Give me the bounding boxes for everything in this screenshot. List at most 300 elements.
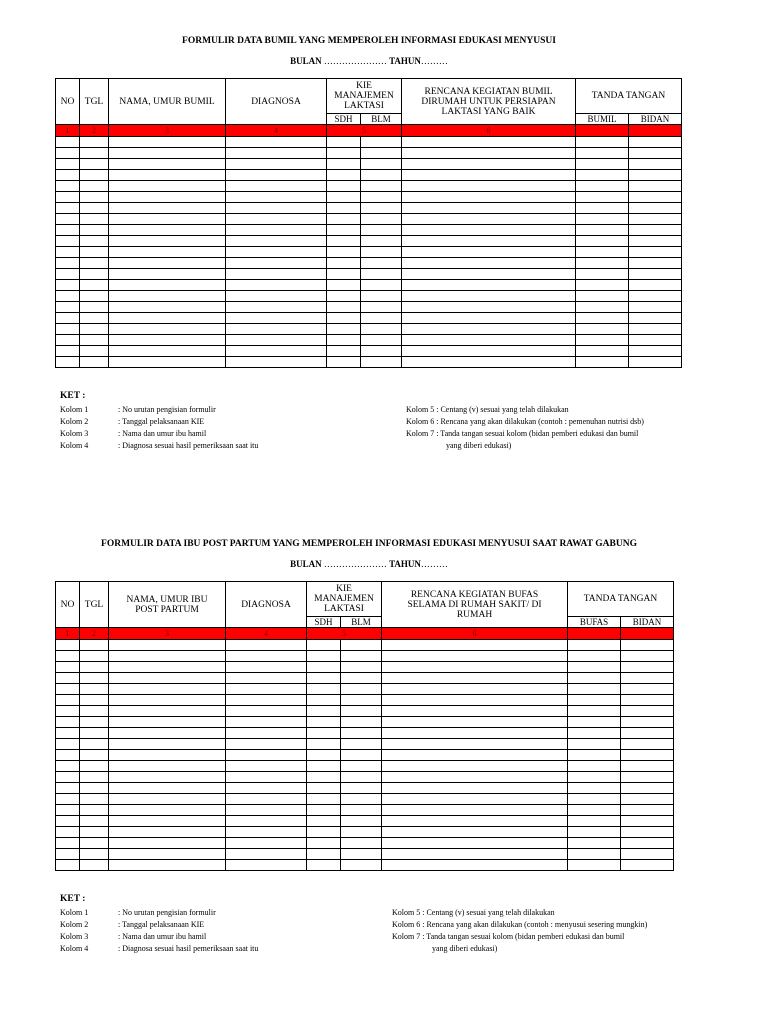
table-cell[interactable] bbox=[621, 805, 674, 816]
table-cell[interactable] bbox=[327, 170, 361, 181]
table-cell[interactable] bbox=[80, 236, 109, 247]
table-cell[interactable] bbox=[382, 728, 568, 739]
table-cell[interactable] bbox=[226, 783, 307, 794]
table-cell[interactable] bbox=[109, 662, 226, 673]
table-cell[interactable] bbox=[576, 313, 629, 324]
table-cell[interactable] bbox=[568, 651, 621, 662]
table-cell[interactable] bbox=[80, 860, 109, 871]
table-cell[interactable] bbox=[109, 280, 226, 291]
table-cell[interactable] bbox=[109, 816, 226, 827]
table-cell[interactable] bbox=[629, 313, 682, 324]
table-cell[interactable] bbox=[621, 794, 674, 805]
table-cell[interactable] bbox=[629, 170, 682, 181]
table-cell[interactable] bbox=[382, 772, 568, 783]
table-cell[interactable] bbox=[382, 794, 568, 805]
table-cell[interactable] bbox=[56, 827, 80, 838]
table-cell[interactable] bbox=[109, 236, 226, 247]
table-cell[interactable] bbox=[568, 849, 621, 860]
table-cell[interactable] bbox=[226, 717, 307, 728]
table-cell[interactable] bbox=[327, 258, 361, 269]
table-cell[interactable] bbox=[226, 750, 307, 761]
table-cell[interactable] bbox=[341, 728, 382, 739]
table-cell[interactable] bbox=[621, 838, 674, 849]
table-cell[interactable] bbox=[382, 706, 568, 717]
table-cell[interactable] bbox=[56, 258, 80, 269]
table-cell[interactable] bbox=[382, 651, 568, 662]
table-cell[interactable] bbox=[621, 783, 674, 794]
table-cell[interactable] bbox=[226, 684, 307, 695]
table-cell[interactable] bbox=[568, 640, 621, 651]
table-cell[interactable] bbox=[109, 192, 226, 203]
table-cell[interactable] bbox=[621, 728, 674, 739]
table-cell[interactable] bbox=[568, 739, 621, 750]
table-cell[interactable] bbox=[109, 849, 226, 860]
table-cell[interactable] bbox=[341, 717, 382, 728]
table-cell[interactable] bbox=[568, 783, 621, 794]
table-cell[interactable] bbox=[226, 772, 307, 783]
table-cell[interactable] bbox=[402, 214, 576, 225]
table-cell[interactable] bbox=[382, 673, 568, 684]
table-cell[interactable] bbox=[568, 816, 621, 827]
table-cell[interactable] bbox=[56, 816, 80, 827]
table-cell[interactable] bbox=[307, 816, 341, 827]
table-cell[interactable] bbox=[621, 816, 674, 827]
table-cell[interactable] bbox=[109, 728, 226, 739]
table-cell[interactable] bbox=[402, 192, 576, 203]
table-cell[interactable] bbox=[56, 849, 80, 860]
table-cell[interactable] bbox=[382, 805, 568, 816]
table-cell[interactable] bbox=[226, 728, 307, 739]
table-cell[interactable] bbox=[327, 225, 361, 236]
table-cell[interactable] bbox=[307, 860, 341, 871]
table-cell[interactable] bbox=[629, 236, 682, 247]
table-cell[interactable] bbox=[109, 794, 226, 805]
tahun-field[interactable]: ……… bbox=[420, 56, 448, 66]
table-cell[interactable] bbox=[226, 739, 307, 750]
table-cell[interactable] bbox=[226, 247, 327, 258]
table-cell[interactable] bbox=[361, 269, 402, 280]
table-cell[interactable] bbox=[402, 137, 576, 148]
table-cell[interactable] bbox=[226, 225, 327, 236]
table-cell[interactable] bbox=[361, 203, 402, 214]
table-cell[interactable] bbox=[576, 269, 629, 280]
table-cell[interactable] bbox=[307, 640, 341, 651]
table-cell[interactable] bbox=[621, 662, 674, 673]
table-cell[interactable] bbox=[80, 214, 109, 225]
table-cell[interactable] bbox=[226, 816, 307, 827]
table-cell[interactable] bbox=[226, 805, 307, 816]
table-cell[interactable] bbox=[621, 717, 674, 728]
table-cell[interactable] bbox=[226, 324, 327, 335]
table-cell[interactable] bbox=[621, 739, 674, 750]
table-cell[interactable] bbox=[568, 717, 621, 728]
table-cell[interactable] bbox=[576, 324, 629, 335]
table-cell[interactable] bbox=[327, 148, 361, 159]
table-cell[interactable] bbox=[226, 313, 327, 324]
table-cell[interactable] bbox=[226, 170, 327, 181]
table-cell[interactable] bbox=[576, 170, 629, 181]
table-cell[interactable] bbox=[568, 684, 621, 695]
table-cell[interactable] bbox=[402, 236, 576, 247]
table-cell[interactable] bbox=[226, 192, 327, 203]
table-cell[interactable] bbox=[327, 280, 361, 291]
table-cell[interactable] bbox=[56, 805, 80, 816]
table-cell[interactable] bbox=[327, 269, 361, 280]
table-cell[interactable] bbox=[327, 159, 361, 170]
table-cell[interactable] bbox=[109, 695, 226, 706]
table-cell[interactable] bbox=[576, 247, 629, 258]
table-cell[interactable] bbox=[226, 137, 327, 148]
table-cell[interactable] bbox=[109, 225, 226, 236]
table-cell[interactable] bbox=[226, 269, 327, 280]
table-cell[interactable] bbox=[80, 838, 109, 849]
table-cell[interactable] bbox=[341, 794, 382, 805]
table-cell[interactable] bbox=[80, 258, 109, 269]
table-cell[interactable] bbox=[382, 717, 568, 728]
table-cell[interactable] bbox=[109, 827, 226, 838]
table-cell[interactable] bbox=[327, 247, 361, 258]
table-cell[interactable] bbox=[56, 324, 80, 335]
table-cell[interactable] bbox=[341, 827, 382, 838]
table-cell[interactable] bbox=[361, 280, 402, 291]
table-cell[interactable] bbox=[307, 750, 341, 761]
table-cell[interactable] bbox=[361, 137, 402, 148]
table-cell[interactable] bbox=[80, 728, 109, 739]
table-cell[interactable] bbox=[56, 651, 80, 662]
table-cell[interactable] bbox=[402, 269, 576, 280]
table-cell[interactable] bbox=[341, 684, 382, 695]
table-cell[interactable] bbox=[402, 313, 576, 324]
table-cell[interactable] bbox=[56, 159, 80, 170]
table-cell[interactable] bbox=[56, 269, 80, 280]
table-cell[interactable] bbox=[568, 673, 621, 684]
table-cell[interactable] bbox=[56, 214, 80, 225]
table-cell[interactable] bbox=[361, 335, 402, 346]
table-cell[interactable] bbox=[56, 203, 80, 214]
table-cell[interactable] bbox=[307, 761, 341, 772]
table-cell[interactable] bbox=[56, 236, 80, 247]
table-cell[interactable] bbox=[341, 695, 382, 706]
table-cell[interactable] bbox=[568, 827, 621, 838]
table-cell[interactable] bbox=[226, 214, 327, 225]
table-cell[interactable] bbox=[361, 159, 402, 170]
table-cell[interactable] bbox=[568, 662, 621, 673]
table-cell[interactable] bbox=[568, 750, 621, 761]
table-cell[interactable] bbox=[402, 291, 576, 302]
table-cell[interactable] bbox=[576, 137, 629, 148]
table-cell[interactable] bbox=[307, 717, 341, 728]
table-cell[interactable] bbox=[56, 728, 80, 739]
table-cell[interactable] bbox=[80, 280, 109, 291]
table-cell[interactable] bbox=[382, 860, 568, 871]
table-cell[interactable] bbox=[109, 750, 226, 761]
table-cell[interactable] bbox=[621, 860, 674, 871]
table-cell[interactable] bbox=[56, 357, 80, 368]
table-cell[interactable] bbox=[80, 181, 109, 192]
table-cell[interactable] bbox=[621, 827, 674, 838]
table-cell[interactable] bbox=[226, 346, 327, 357]
table-cell[interactable] bbox=[109, 148, 226, 159]
table-cell[interactable] bbox=[80, 805, 109, 816]
table-cell[interactable] bbox=[621, 673, 674, 684]
table-cell[interactable] bbox=[402, 203, 576, 214]
table-cell[interactable] bbox=[80, 684, 109, 695]
table-cell[interactable] bbox=[576, 280, 629, 291]
table-cell[interactable] bbox=[341, 816, 382, 827]
table-cell[interactable] bbox=[382, 739, 568, 750]
table-cell[interactable] bbox=[341, 640, 382, 651]
table-cell[interactable] bbox=[361, 192, 402, 203]
table-cell[interactable] bbox=[307, 673, 341, 684]
table-cell[interactable] bbox=[56, 302, 80, 313]
table-cell[interactable] bbox=[226, 849, 307, 860]
table-cell[interactable] bbox=[109, 181, 226, 192]
table-cell[interactable] bbox=[402, 357, 576, 368]
table-cell[interactable] bbox=[56, 192, 80, 203]
table-cell[interactable] bbox=[56, 247, 80, 258]
table-cell[interactable] bbox=[226, 860, 307, 871]
table-cell[interactable] bbox=[56, 662, 80, 673]
table-cell[interactable] bbox=[109, 214, 226, 225]
table-cell[interactable] bbox=[226, 695, 307, 706]
table-cell[interactable] bbox=[576, 148, 629, 159]
table-cell[interactable] bbox=[621, 695, 674, 706]
table-cell[interactable] bbox=[568, 728, 621, 739]
table-cell[interactable] bbox=[109, 258, 226, 269]
table-cell[interactable] bbox=[307, 794, 341, 805]
table-cell[interactable] bbox=[382, 761, 568, 772]
table-cell[interactable] bbox=[629, 357, 682, 368]
table-cell[interactable] bbox=[341, 772, 382, 783]
table-cell[interactable] bbox=[568, 794, 621, 805]
table-cell[interactable] bbox=[226, 761, 307, 772]
table-cell[interactable] bbox=[341, 673, 382, 684]
table-cell[interactable] bbox=[307, 849, 341, 860]
table-cell[interactable] bbox=[109, 772, 226, 783]
table-cell[interactable] bbox=[307, 739, 341, 750]
table-cell[interactable] bbox=[576, 291, 629, 302]
table-cell[interactable] bbox=[382, 640, 568, 651]
table-cell[interactable] bbox=[56, 761, 80, 772]
table-cell[interactable] bbox=[56, 181, 80, 192]
table-cell[interactable] bbox=[327, 236, 361, 247]
table-cell[interactable] bbox=[327, 214, 361, 225]
table-cell[interactable] bbox=[402, 247, 576, 258]
table-cell[interactable] bbox=[80, 357, 109, 368]
table-cell[interactable] bbox=[568, 706, 621, 717]
table-cell[interactable] bbox=[109, 673, 226, 684]
table-cell[interactable] bbox=[226, 794, 307, 805]
table-cell[interactable] bbox=[327, 313, 361, 324]
table-cell[interactable] bbox=[576, 181, 629, 192]
table-cell[interactable] bbox=[56, 860, 80, 871]
table-cell[interactable] bbox=[56, 148, 80, 159]
table-cell[interactable] bbox=[341, 706, 382, 717]
table-cell[interactable] bbox=[80, 717, 109, 728]
table-cell[interactable] bbox=[382, 783, 568, 794]
table-cell[interactable] bbox=[307, 728, 341, 739]
table-cell[interactable] bbox=[402, 324, 576, 335]
table-cell[interactable] bbox=[361, 291, 402, 302]
table-cell[interactable] bbox=[109, 805, 226, 816]
table-cell[interactable] bbox=[361, 170, 402, 181]
table-cell[interactable] bbox=[576, 214, 629, 225]
table-cell[interactable] bbox=[109, 761, 226, 772]
table-cell[interactable] bbox=[80, 695, 109, 706]
table-cell[interactable] bbox=[361, 247, 402, 258]
table-cell[interactable] bbox=[341, 838, 382, 849]
table-cell[interactable] bbox=[80, 651, 109, 662]
table-cell[interactable] bbox=[80, 794, 109, 805]
table-cell[interactable] bbox=[307, 651, 341, 662]
table-cell[interactable] bbox=[629, 192, 682, 203]
table-cell[interactable] bbox=[576, 159, 629, 170]
table-cell[interactable] bbox=[226, 258, 327, 269]
bulan-field[interactable]: ………………… bbox=[323, 559, 387, 569]
table-cell[interactable] bbox=[226, 335, 327, 346]
table-cell[interactable] bbox=[341, 761, 382, 772]
table-cell[interactable] bbox=[327, 346, 361, 357]
table-cell[interactable] bbox=[109, 335, 226, 346]
table-cell[interactable] bbox=[382, 662, 568, 673]
table-cell[interactable] bbox=[576, 357, 629, 368]
table-cell[interactable] bbox=[226, 280, 327, 291]
table-cell[interactable] bbox=[109, 684, 226, 695]
table-cell[interactable] bbox=[402, 258, 576, 269]
table-cell[interactable] bbox=[56, 640, 80, 651]
table-cell[interactable] bbox=[361, 346, 402, 357]
table-cell[interactable] bbox=[80, 849, 109, 860]
table-cell[interactable] bbox=[568, 761, 621, 772]
table-cell[interactable] bbox=[56, 313, 80, 324]
table-cell[interactable] bbox=[80, 137, 109, 148]
table-cell[interactable] bbox=[307, 783, 341, 794]
table-cell[interactable] bbox=[576, 192, 629, 203]
table-cell[interactable] bbox=[629, 225, 682, 236]
table-cell[interactable] bbox=[576, 302, 629, 313]
table-cell[interactable] bbox=[361, 236, 402, 247]
table-cell[interactable] bbox=[109, 137, 226, 148]
table-cell[interactable] bbox=[109, 269, 226, 280]
table-cell[interactable] bbox=[226, 203, 327, 214]
table-cell[interactable] bbox=[361, 214, 402, 225]
table-cell[interactable] bbox=[327, 357, 361, 368]
table-cell[interactable] bbox=[226, 651, 307, 662]
table-cell[interactable] bbox=[327, 181, 361, 192]
table-cell[interactable] bbox=[80, 247, 109, 258]
table-cell[interactable] bbox=[629, 346, 682, 357]
table-cell[interactable] bbox=[226, 662, 307, 673]
table-cell[interactable] bbox=[109, 651, 226, 662]
table-cell[interactable] bbox=[307, 772, 341, 783]
table-cell[interactable] bbox=[327, 335, 361, 346]
table-cell[interactable] bbox=[307, 662, 341, 673]
table-cell[interactable] bbox=[109, 313, 226, 324]
table-cell[interactable] bbox=[361, 324, 402, 335]
table-cell[interactable] bbox=[109, 247, 226, 258]
table-cell[interactable] bbox=[80, 324, 109, 335]
table-cell[interactable] bbox=[568, 695, 621, 706]
table-cell[interactable] bbox=[307, 827, 341, 838]
table-cell[interactable] bbox=[109, 357, 226, 368]
table-cell[interactable] bbox=[382, 695, 568, 706]
table-cell[interactable] bbox=[226, 838, 307, 849]
table-cell[interactable] bbox=[226, 827, 307, 838]
table-cell[interactable] bbox=[56, 695, 80, 706]
table-cell[interactable] bbox=[629, 291, 682, 302]
table-cell[interactable] bbox=[402, 159, 576, 170]
table-cell[interactable] bbox=[226, 357, 327, 368]
table-cell[interactable] bbox=[80, 291, 109, 302]
table-cell[interactable] bbox=[576, 258, 629, 269]
table-cell[interactable] bbox=[109, 203, 226, 214]
tahun-field[interactable]: ……… bbox=[420, 559, 448, 569]
table-cell[interactable] bbox=[629, 137, 682, 148]
table-cell[interactable] bbox=[80, 159, 109, 170]
table-cell[interactable] bbox=[402, 280, 576, 291]
table-cell[interactable] bbox=[629, 335, 682, 346]
table-cell[interactable] bbox=[80, 673, 109, 684]
table-cell[interactable] bbox=[80, 192, 109, 203]
table-cell[interactable] bbox=[80, 783, 109, 794]
table-cell[interactable] bbox=[109, 346, 226, 357]
table-cell[interactable] bbox=[382, 838, 568, 849]
table-cell[interactable] bbox=[56, 291, 80, 302]
table-cell[interactable] bbox=[56, 794, 80, 805]
table-cell[interactable] bbox=[341, 805, 382, 816]
table-cell[interactable] bbox=[56, 772, 80, 783]
table-cell[interactable] bbox=[402, 181, 576, 192]
table-cell[interactable] bbox=[629, 148, 682, 159]
table-cell[interactable] bbox=[56, 739, 80, 750]
table-cell[interactable] bbox=[109, 291, 226, 302]
table-cell[interactable] bbox=[307, 695, 341, 706]
table-cell[interactable] bbox=[576, 236, 629, 247]
table-cell[interactable] bbox=[629, 269, 682, 280]
table-cell[interactable] bbox=[621, 750, 674, 761]
table-cell[interactable] bbox=[56, 684, 80, 695]
table-cell[interactable] bbox=[80, 761, 109, 772]
table-cell[interactable] bbox=[576, 335, 629, 346]
table-cell[interactable] bbox=[307, 684, 341, 695]
table-cell[interactable] bbox=[109, 706, 226, 717]
table-cell[interactable] bbox=[568, 805, 621, 816]
table-cell[interactable] bbox=[402, 302, 576, 313]
table-cell[interactable] bbox=[307, 838, 341, 849]
table-cell[interactable] bbox=[327, 302, 361, 313]
table-cell[interactable] bbox=[226, 673, 307, 684]
table-cell[interactable] bbox=[80, 739, 109, 750]
table-cell[interactable] bbox=[361, 225, 402, 236]
table-cell[interactable] bbox=[307, 805, 341, 816]
table-cell[interactable] bbox=[80, 640, 109, 651]
table-cell[interactable] bbox=[80, 313, 109, 324]
table-cell[interactable] bbox=[402, 170, 576, 181]
table-cell[interactable] bbox=[80, 269, 109, 280]
table-cell[interactable] bbox=[629, 181, 682, 192]
table-cell[interactable] bbox=[80, 750, 109, 761]
table-cell[interactable] bbox=[56, 673, 80, 684]
table-cell[interactable] bbox=[80, 706, 109, 717]
table-cell[interactable] bbox=[80, 225, 109, 236]
table-cell[interactable] bbox=[327, 137, 361, 148]
table-cell[interactable] bbox=[629, 247, 682, 258]
table-cell[interactable] bbox=[341, 662, 382, 673]
table-cell[interactable] bbox=[621, 849, 674, 860]
table-cell[interactable] bbox=[80, 662, 109, 673]
table-cell[interactable] bbox=[621, 684, 674, 695]
table-cell[interactable] bbox=[402, 148, 576, 159]
